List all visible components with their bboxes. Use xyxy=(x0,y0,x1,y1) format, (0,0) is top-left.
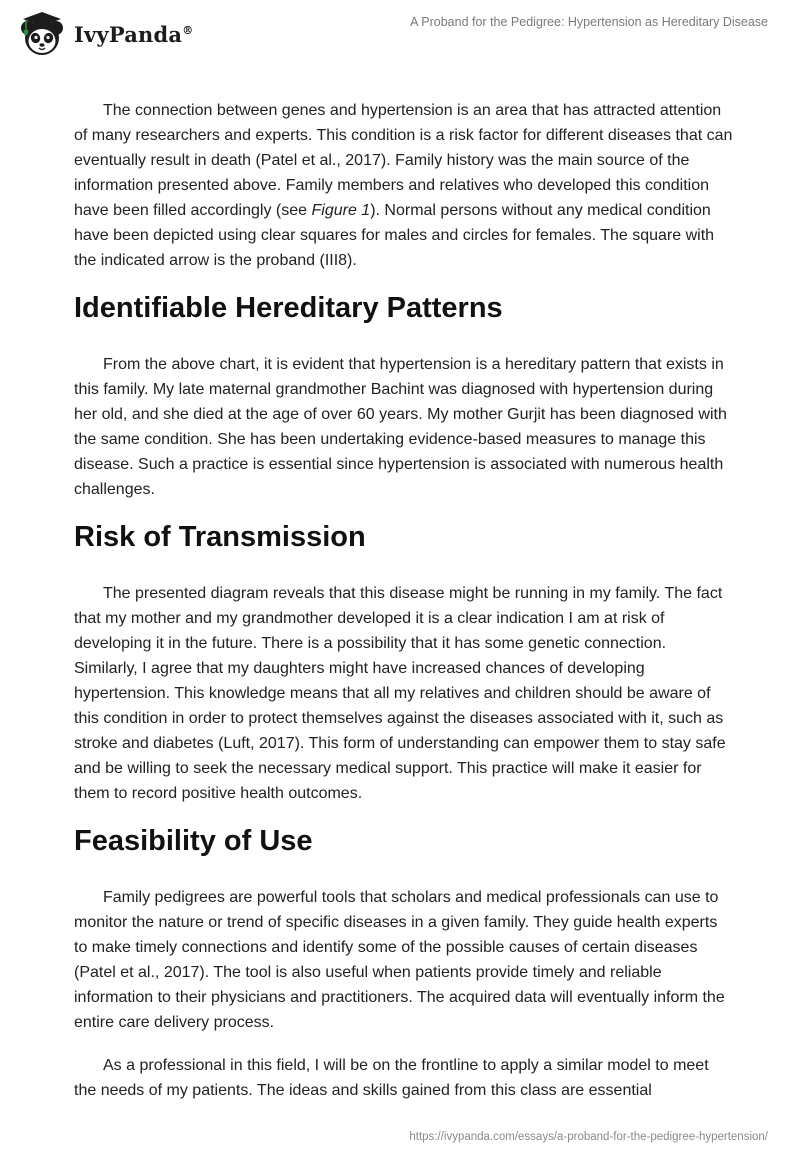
figure-reference: Figure 1 xyxy=(311,202,371,219)
section-paragraph: Family pedigrees are powerful tools that scholars and medical professionals can use to monitor the nature or trend of specific diseases in a given family. They guide health experts to make timely connections and identify some of the possible causes of certain diseases (Patel et al., 2017). The tool is also useful when patients provide timely and reliable information to their physicians and practitioners. The acquired data will eventually inform the entire care delivery process. xyxy=(74,889,725,1031)
essay-body xyxy=(74,98,734,1121)
page-header xyxy=(0,0,800,70)
document-title: A Proband for the Pedigree: Hypertension as Hereditary Disease xyxy=(410,15,768,29)
section-paragraph: From the above chart, it is evident that hypertension is a hereditary pattern that exists in this family. My late maternal grandmother Bachint was diagnosed with hypertension during her old, and she died at the age of over 60 years. My mother Gurjit has been diagnosed with the same condition. She has been undertaking evidence-based measures to manage this disease. Such a practice is essential since hypertension is associated with numerous health challenges. xyxy=(74,356,727,498)
section-paragraph: As a professional in this field, I will be on the frontline to apply a similar model to meet the needs of my patients. The ideas and skills gained from this class are essential xyxy=(74,1057,709,1099)
registered-mark: ® xyxy=(182,23,194,37)
panda-graduate-icon xyxy=(14,6,70,62)
section-paragraph: The presented diagram reveals that this disease might be running in my family. The fact that my mother and my grandmother developed it is a clear indication I am at risk of developing it in the future. There is a possibility that it has some genetic connection. Similarly, I agree that my daughters might have increased chances of developing hypertension. This knowledge means that all my relatives and children should be aware of this condition in order to protect themselves against the diseases associated with it, such as stroke and diabetes (Luft, 2017). This form of understanding can empower them to stay safe and be willing to seek the necessary medical support. This practice will make it easier for them to record positive health outcomes. xyxy=(74,585,726,802)
section-heading: Risk of Transmission xyxy=(74,521,366,553)
intro-paragraph: The connection between genes and hypertension is an area that has attracted attention of many researchers and experts. This condition is a risk factor for different diseases that can eventually result in death (Patel et al., 2017). Family history was the main source of the information presented above. Family members and relatives who developed this condition have been filled accordingly (see Figure 1). Normal persons without any medical condition have been depicted using clear squares for males and circles for females. The square with the indicated arrow is the proband (III8). xyxy=(74,102,733,269)
section-heading: Feasibility of Use xyxy=(74,825,313,857)
section-heading: Identifiable Hereditary Patterns xyxy=(74,292,503,324)
source-url[interactable]: https://ivypanda.com/essays/a-proband-for-the-pedigree-hypertension/ xyxy=(409,1131,768,1143)
brand-name: IvyPanda® xyxy=(74,21,194,47)
ivypanda-logo[interactable] xyxy=(14,6,193,62)
